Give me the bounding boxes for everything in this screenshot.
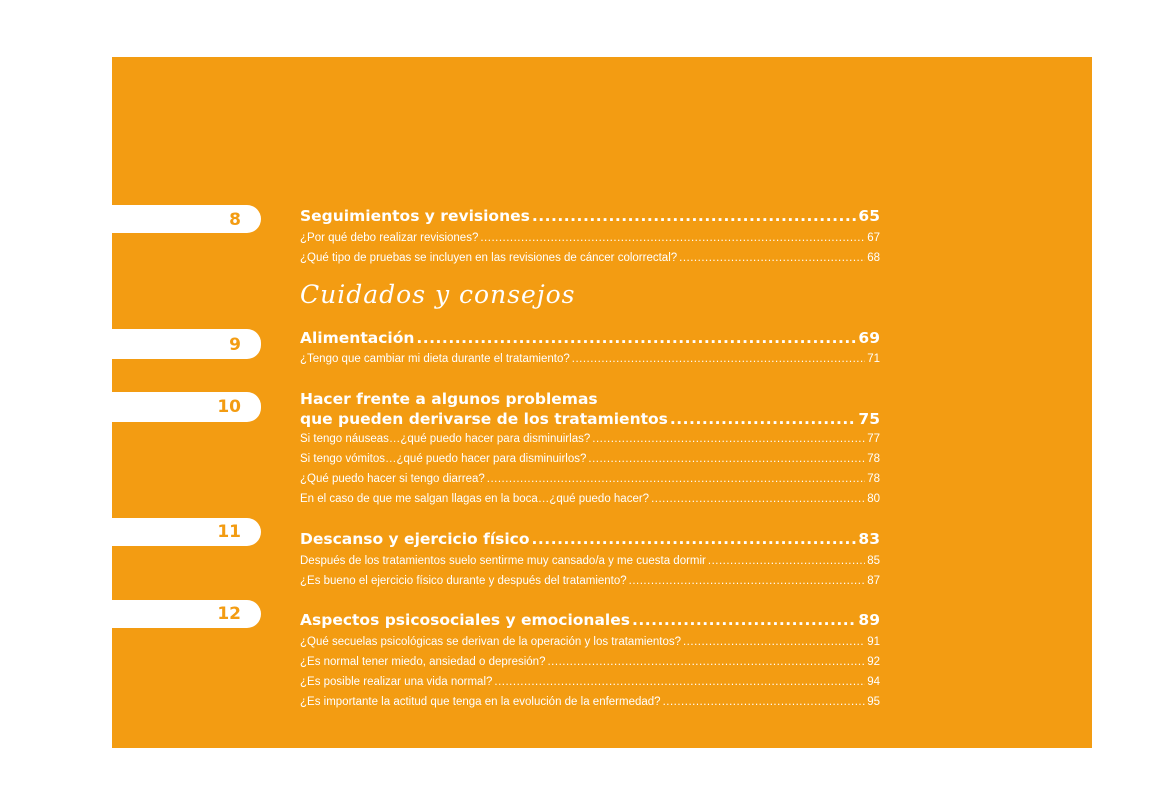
- chapter-page: 69: [858, 329, 880, 347]
- dot-leader: [670, 410, 857, 428]
- dot-leader: [572, 353, 865, 365]
- toc-entry[interactable]: [300, 453, 880, 469]
- entry-page: 94: [867, 676, 880, 688]
- dot-leader: [547, 656, 865, 668]
- toc-entry[interactable]: [300, 493, 880, 509]
- chapter-title-line-1: Hacer frente a algunos problemas: [300, 390, 598, 408]
- entry-text: ¿Es posible realizar una vida normal?: [300, 676, 493, 688]
- entry-page: 85: [867, 555, 880, 567]
- entry-page: 77: [867, 433, 880, 445]
- chapter-tab-8: 8: [112, 205, 261, 233]
- chapter-page: 75: [858, 410, 880, 428]
- dot-leader: [679, 252, 865, 264]
- dot-leader: [632, 611, 856, 629]
- toc-entry[interactable]: [300, 473, 880, 489]
- chapter-title-line-2: que pueden derivarse de los tratamientos: [300, 410, 668, 428]
- toc-entry[interactable]: [300, 232, 880, 248]
- toc-entry[interactable]: [300, 353, 880, 369]
- entry-page: 95: [867, 696, 880, 708]
- chapter-page: 65: [858, 207, 880, 225]
- dot-leader: [708, 555, 865, 567]
- toc-entry[interactable]: [300, 676, 880, 692]
- entry-text: ¿Es normal tener miedo, ansiedad o depresión?: [300, 656, 546, 668]
- dot-leader: [532, 207, 857, 225]
- chapter-tab-12: 12: [112, 600, 261, 628]
- entry-page: 92: [867, 656, 880, 668]
- dot-leader: [494, 676, 865, 688]
- dot-leader: [592, 433, 865, 445]
- toc-entry[interactable]: [300, 636, 880, 652]
- entry-page: 78: [867, 453, 880, 465]
- chapter-heading[interactable]: [300, 611, 880, 631]
- entry-text: ¿Es importante la actitud que tenga en la evolución de la enfermedad?: [300, 696, 661, 708]
- chapter-tab-10: 10: [112, 392, 261, 422]
- dot-leader: [629, 575, 866, 587]
- dot-leader: [480, 232, 865, 244]
- entry-page: 91: [867, 636, 880, 648]
- chapter-title: Aspectos psicosociales y emocionales: [300, 611, 630, 629]
- toc-entry[interactable]: [300, 575, 880, 591]
- toc-entry[interactable]: [300, 252, 880, 268]
- dot-leader: [487, 473, 865, 485]
- chapter-tab-11: 11: [112, 518, 261, 546]
- chapter-heading[interactable]: [300, 329, 880, 349]
- entry-text: ¿Por qué debo realizar revisiones?: [300, 232, 479, 244]
- entry-page: 68: [867, 252, 880, 264]
- chapter-page: 89: [858, 611, 880, 629]
- chapter-heading[interactable]: [300, 207, 880, 227]
- entry-page: 87: [867, 575, 880, 587]
- toc-entry[interactable]: [300, 656, 880, 672]
- dot-leader: [588, 453, 865, 465]
- entry-page: 80: [867, 493, 880, 505]
- dot-leader: [416, 329, 856, 347]
- entry-text: ¿Qué tipo de pruebas se incluyen en las revisiones de cáncer colorrectal?: [300, 252, 678, 264]
- toc-entry[interactable]: [300, 696, 880, 712]
- entry-text: Si tengo vómitos…¿qué puedo hacer para disminuirlos?: [300, 453, 587, 465]
- chapter-tab-9: 9: [112, 329, 261, 359]
- toc-entry[interactable]: [300, 433, 880, 449]
- chapter-title: Descanso y ejercicio físico: [300, 530, 530, 548]
- dot-leader: [532, 530, 857, 548]
- chapter-title: Seguimientos y revisiones: [300, 207, 530, 225]
- chapter-page: 83: [858, 530, 880, 548]
- entry-page: 78: [867, 473, 880, 485]
- entry-text: En el caso de que me salgan llagas en la boca…¿qué puedo hacer?: [300, 493, 650, 505]
- chapter-title: Alimentación: [300, 329, 415, 347]
- entry-text: ¿Qué secuelas psicológicas se derivan de la operación y los tratamientos?: [300, 636, 681, 648]
- entry-text: Después de los tratamientos suelo sentirme muy cansado/a y me cuesta dormir: [300, 555, 706, 567]
- entry-text: ¿Es bueno el ejercicio físico durante y después del tratamiento?: [300, 575, 627, 587]
- dot-leader: [651, 493, 865, 505]
- entry-text: ¿Qué puedo hacer si tengo diarrea?: [300, 473, 485, 485]
- chapter-heading[interactable]: [300, 530, 880, 550]
- toc-entry[interactable]: [300, 555, 880, 571]
- dot-leader: [663, 696, 866, 708]
- entry-page: 67: [867, 232, 880, 244]
- section-title: Cuidados y consejos: [300, 280, 576, 309]
- dot-leader: [683, 636, 865, 648]
- entry-text: ¿Tengo que cambiar mi dieta durante el tratamiento?: [300, 353, 570, 365]
- chapter-heading[interactable]: [300, 410, 880, 430]
- entry-page: 71: [867, 353, 880, 365]
- entry-text: Si tengo náuseas…¿qué puedo hacer para disminuirlas?: [300, 433, 591, 445]
